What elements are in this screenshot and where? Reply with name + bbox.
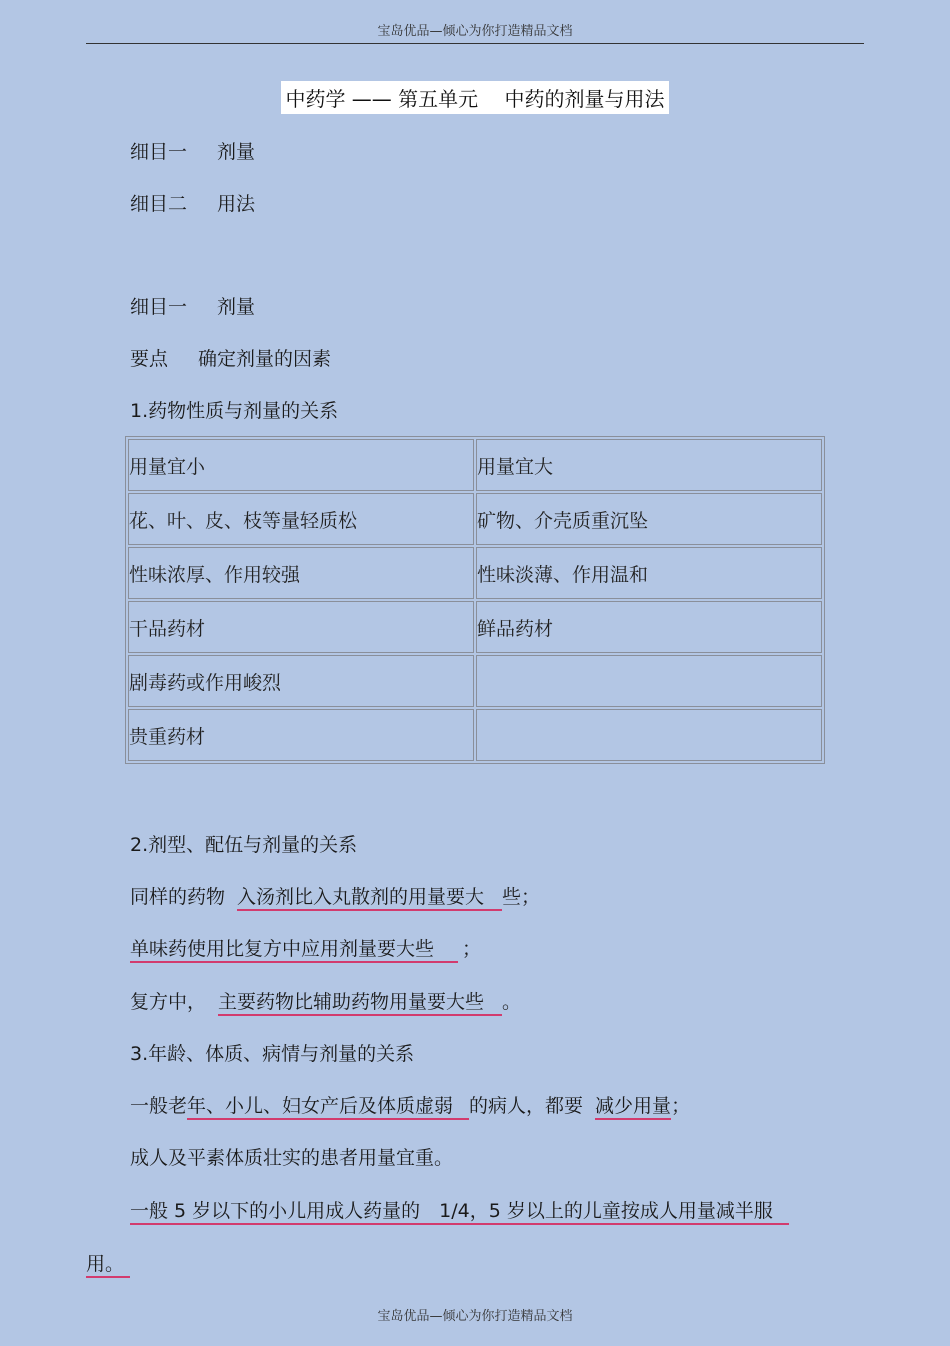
table-cell: 性味淡薄、作用温和 (476, 547, 822, 599)
paragraph-6-continuation (86, 1249, 130, 1276)
paragraph-text: 的病人，都要 (469, 1095, 584, 1117)
table-row (128, 655, 822, 707)
paragraph-3 (130, 987, 521, 1014)
paragraph-5: 成人及平素体质壮实的患者用量宜重。 (130, 1147, 454, 1169)
page-footer: 宝岛优品—倾心为你打造精品文档 (377, 1309, 573, 1324)
paragraph-4 (130, 1091, 690, 1118)
table-row (128, 493, 822, 545)
toc-item-1 (130, 137, 255, 164)
underlined-phrase (130, 1200, 789, 1225)
underlined-text: 入汤剂比入丸散剂的用量要大 (237, 886, 485, 908)
header-divider (86, 43, 864, 44)
paragraph-text: ； (462, 938, 482, 960)
underlined-text: 单味药使用比复方中应用剂量要大些 (130, 938, 435, 960)
paragraph-text: 些； (502, 886, 541, 908)
section-label: 细目一 (130, 296, 188, 318)
table-cell: 剧毒药或作用峻烈 (128, 655, 474, 707)
subheading-2: 2.剂型、配伍与剂量的关系 (130, 834, 358, 856)
toc-item-name: 剂量 (217, 141, 256, 163)
toc-item-label: 细目一 (130, 141, 188, 163)
table-cell: 干品药材 (128, 601, 474, 653)
keypoint-heading (130, 344, 331, 371)
paragraph-1 (130, 882, 540, 909)
table-row (128, 709, 822, 761)
paragraph-text: 。 (502, 991, 522, 1013)
table-cell (476, 709, 822, 761)
toc-item-2 (130, 189, 255, 216)
paragraph-text: 同样的药物 (130, 886, 226, 908)
underlined-phrase (187, 1095, 469, 1120)
page-header: 宝岛优品—倾心为你打造精品文档 (377, 24, 573, 39)
section-name: 剂量 (217, 296, 256, 318)
document-title: 中药学 —— 第五单元 中药的剂量与用法 (281, 81, 668, 114)
toc-item-label: 细目二 (130, 193, 188, 215)
table-cell (476, 655, 822, 707)
dosage-table (125, 436, 825, 764)
paragraph-text: ； (671, 1095, 691, 1117)
subheading-1: 1.药物性质与剂量的关系 (130, 400, 339, 422)
underlined-phrase (237, 886, 502, 911)
underlined-phrase: 减少用量 (595, 1095, 671, 1120)
underlined-text: 年、小儿、妇女产后及体质虚弱 (187, 1095, 454, 1117)
table-cell: 贵重药材 (128, 709, 474, 761)
table-header-row (128, 439, 822, 491)
subheading-3: 3.年龄、体质、病情与剂量的关系 (130, 1043, 415, 1065)
paragraph-text: 复方中， (130, 991, 207, 1013)
paragraph-6 (130, 1196, 789, 1223)
title-wrapper (0, 81, 950, 114)
toc-item-name: 用法 (217, 193, 256, 215)
underlined-text: 用。 (86, 1253, 125, 1275)
underlined-phrase (218, 991, 502, 1016)
table-row (128, 601, 822, 653)
table-row (128, 547, 822, 599)
paragraph-2 (130, 934, 481, 961)
underlined-phrase (86, 1253, 130, 1278)
table-cell: 矿物、介壳质重沉坠 (476, 493, 822, 545)
paragraph-text: 一般老 (130, 1095, 188, 1117)
table-cell: 性味浓厚、作用较强 (128, 547, 474, 599)
underlined-text: 主要药物比辅助药物用量要大些 (218, 991, 485, 1013)
keypoint-text: 确定剂量的因素 (198, 348, 332, 370)
underlined-phrase (130, 938, 458, 963)
table-header-cell: 用量宜大 (476, 439, 822, 491)
table-cell: 花、叶、皮、枝等量轻质松 (128, 493, 474, 545)
underlined-text: 一般 5 岁以下的小儿用成人药量的 1/4，5 岁以上的儿童按成人用量减半服 (130, 1200, 773, 1222)
table-header-cell: 用量宜小 (128, 439, 474, 491)
keypoint-label: 要点 (130, 348, 169, 370)
table-cell: 鲜品药材 (476, 601, 822, 653)
section-heading (130, 292, 255, 319)
